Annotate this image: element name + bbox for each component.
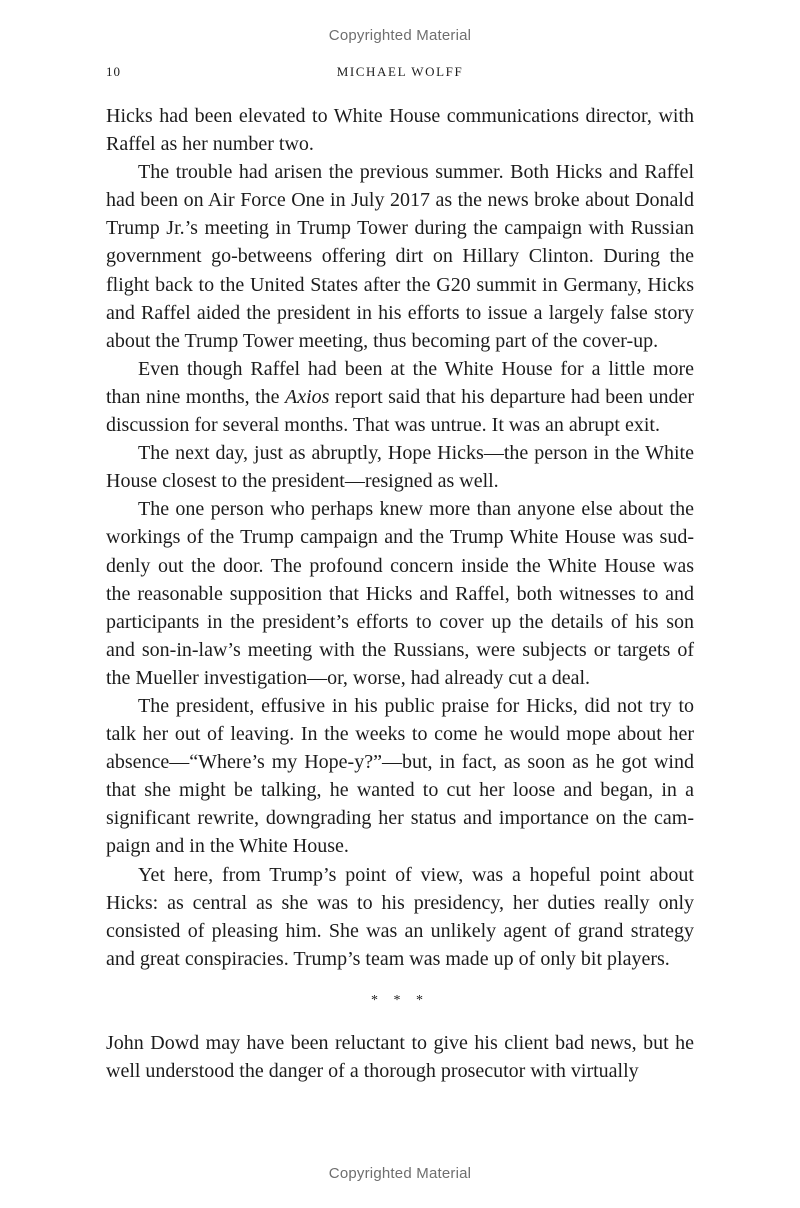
paragraph-2 [106,158,694,355]
paragraph-1 [106,102,694,158]
paragraph-4 [106,439,694,495]
publication-title: Axios [285,385,330,408]
paragraph-text: report said that his departure had been under discussion for several months. That was untrue. It was an abrupt exit. [106,385,694,437]
paragraph-text: John Dowd may have been reluctant to give his client bad news, but he well understood the danger of a thorough prosecutor with virtually [106,1031,694,1082]
section-break: * * * [371,992,429,1008]
body-text [106,102,694,1085]
paragraph-8 [106,1029,694,1085]
copyright-watermark-top: Copyrighted Material [328,27,472,44]
paragraph-text: Even though Raffel had been at the White House for a little more than nine months, the [106,357,694,408]
paragraph-7 [106,861,694,973]
paragraph-text: The president, effusive in his public praise for Hicks, did not try to talk her out of leaving. In the weeks to come he would mope about her absence—“Where’s my Hope-y?”—but, in fact, as soon as he got wind that she might be talking, he wanted to cut her loose and began, in a significant rewrite, downgrading her status and importance on the campaign and in the White House. [106,694,694,858]
author-header: MICHAEL WOLFF [336,64,464,79]
paragraph-text: Yet here, from Trump’s point of view, was a hopeful point about Hicks: as central as she was to his presidency, her duties really only consisted of pleasing him. She was an unlikely agent of grand strategy and great conspiracies. Trump’s team was made up of only bit players. [106,863,694,970]
paragraph-text: Hicks had been elevated to White House communications director, with Raffel as her number two. [106,105,694,156]
copyright-watermark-bottom: Copyrighted Material [328,1165,472,1182]
running-head [106,64,694,84]
paragraph-text: The trouble had arisen the previous summer. Both Hicks and Raffel had been on Air Force One in July 2017 as the news broke about Donald Trump Jr.’s meeting in Trump Tower during the campaign with Russian government go-betweens offering dirt on Hillary Clinton. During the flight back to the United States after the G20 summit in Germany, Hicks and Raffel aided the president in his efforts to issue a largely false story about the Trump Tower meeting, thus becoming part of the cover-up. [106,161,694,352]
paragraph-text: The next day, just as abruptly, Hope Hicks—the person in the White House closest to the president—resigned as well. [106,442,694,493]
paragraph-6 [106,692,694,861]
page-number: 10 [106,64,121,79]
paragraph-3 [106,355,694,439]
paragraph-5 [106,495,694,692]
paragraph-text: The one person who perhaps knew more than anyone else about the workings of the Trump campaign and the Trump White House was suddenly out the door. The profound concern inside the White House was the reasonable supposition that Hicks and Raffel, both witnesses to and participants in the president’s efforts to cover up the details of his son and son-in-law’s meeting with the Russians, were subjects or targets of the Mueller investigation—or, worse, had already cut a deal. [106,498,694,689]
